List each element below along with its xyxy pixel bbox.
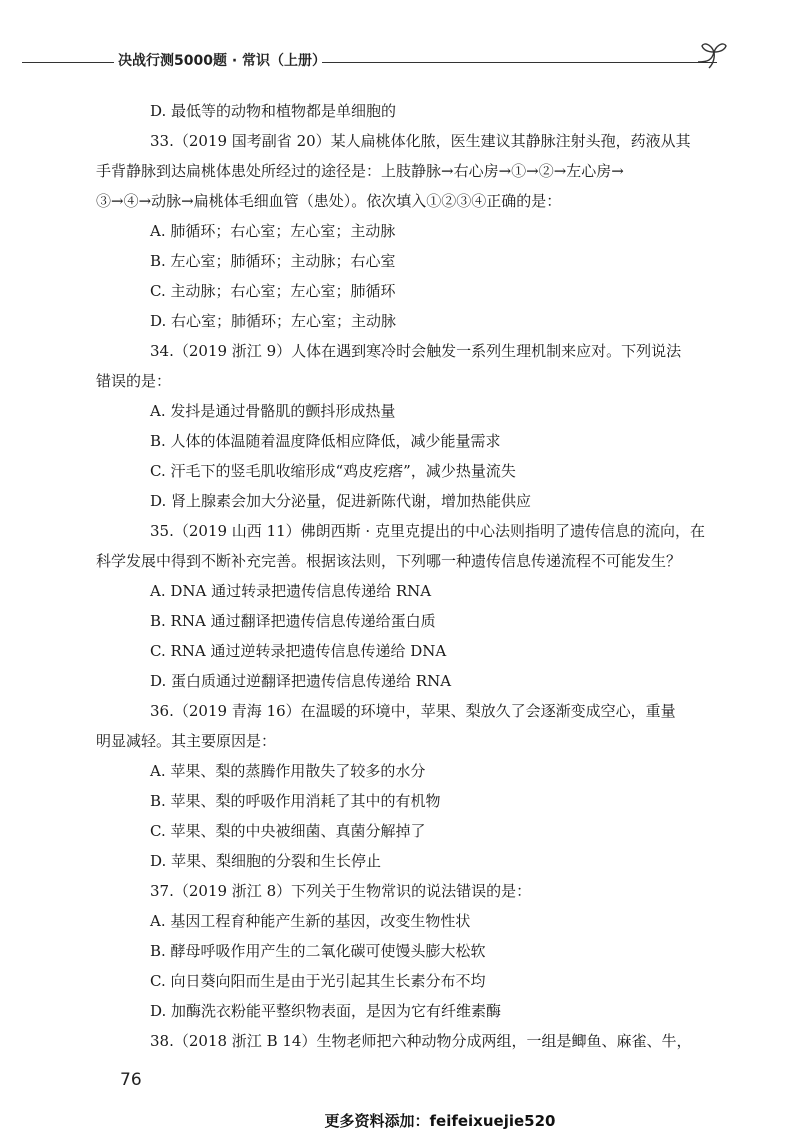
option-item: A. 发抖是通过骨骼肌的颤抖形成热量 bbox=[150, 402, 396, 420]
page-content bbox=[96, 96, 720, 1056]
footer-text: 更多资料添加：feifeixuejie520 bbox=[324, 1112, 556, 1130]
question-block bbox=[96, 516, 720, 696]
sprout-icon bbox=[694, 38, 734, 74]
question-block bbox=[96, 336, 720, 516]
option-item: B. RNA 通过翻译把遗传信息传递给蛋白质 bbox=[150, 612, 436, 630]
option-item: A. 基因工程育种能产生新的基因，改变生物性状 bbox=[150, 912, 471, 930]
question-stem: 34.（2019 浙江 9）人体在遇到寒冷时会触发一系列生理机制来应对。下列说法 bbox=[150, 342, 682, 360]
option-item: C. 汗毛下的竖毛肌收缩形成“鸡皮疙瘩”，减少热量流失 bbox=[150, 462, 516, 480]
option-item: D. 苹果、梨细胞的分裂和生长停止 bbox=[150, 852, 382, 870]
option-item: A. 苹果、梨的蒸腾作用散失了较多的水分 bbox=[150, 762, 426, 780]
option-item: A. DNA 通过转录把遗传信息传递给 RNA bbox=[150, 582, 432, 600]
header-rule-right bbox=[322, 62, 717, 63]
option-item: C. RNA 通过逆转录把遗传信息传递给 DNA bbox=[150, 642, 447, 660]
option-item: D. 右心室；肺循环；左心室；主动脉 bbox=[150, 312, 397, 330]
question-stem-continued: 科学发展中得到不断补充完善。根据该法则，下列哪一种遗传信息传递流程不可能发生？ bbox=[96, 552, 682, 570]
question-stem: 38.（2018 浙江 B 14）生物老师把六种动物分成两组，一组是鲫鱼、麻雀、牛， bbox=[150, 1032, 692, 1050]
page-number: 76 bbox=[120, 1070, 142, 1090]
question-stem-continued: 明显减轻。其主要原因是： bbox=[96, 732, 277, 750]
question-stem-continued: 错误的是： bbox=[96, 372, 172, 390]
option-item: B. 苹果、梨的呼吸作用消耗了其中的有机物 bbox=[150, 792, 441, 810]
question-block bbox=[120, 876, 720, 1026]
question-stem: 35.（2019 山西 11）佛朗西斯 · 克里克提出的中心法则指明了遗传信息的流向，在 bbox=[150, 522, 705, 540]
option-item: D. 加酶洗衣粉能平整织物表面，是因为它有纤维素酶 bbox=[150, 1002, 502, 1020]
question-block bbox=[96, 126, 720, 336]
book-title: 决战行测5000题 · 常识（上册） bbox=[118, 53, 327, 69]
question-block bbox=[96, 696, 720, 876]
option-item: C. 苹果、梨的中央被细菌、真菌分解掉了 bbox=[150, 822, 426, 840]
option-item: A. 肺循环；右心室；左心室；主动脉 bbox=[150, 222, 396, 240]
option-item: C. 向日葵向阳而生是由于光引起其生长素分布不均 bbox=[150, 972, 486, 990]
question-stem: 33.（2019 国考副省 20）某人扁桃体化脓，医生建议其静脉注射头孢，药液从其 bbox=[150, 132, 691, 150]
question-block bbox=[120, 1026, 720, 1056]
running-header bbox=[22, 38, 722, 78]
option-item: B. 左心室；肺循环；主动脉；右心室 bbox=[150, 252, 396, 270]
footer-note bbox=[0, 1110, 800, 1131]
option-item: D. 蛋白质通过逆翻译把遗传信息传递给 RNA bbox=[150, 672, 452, 690]
question-stem-continued: 手背静脉到达扁桃体患处所经过的途径是：上肢静脉→右心房→①→②→左心房→ bbox=[96, 162, 624, 180]
question-stem: 37.（2019 浙江 8）下列关于生物常识的说法错误的是： bbox=[150, 882, 532, 900]
header-rule-left bbox=[22, 62, 114, 63]
question-stem-continued: ③→④→动脉→扁桃体毛细血管（患处）。依次填入①②③④正确的是： bbox=[96, 192, 562, 210]
option-item: C. 主动脉；右心室；左心室；肺循环 bbox=[150, 282, 396, 300]
option-item: D. 最低等的动物和植物都是单细胞的 bbox=[150, 102, 397, 120]
option-item: B. 酵母呼吸作用产生的二氧化碳可使馒头膨大松软 bbox=[150, 942, 486, 960]
option-item: D. 肾上腺素会加大分泌量，促进新陈代谢，增加热能供应 bbox=[150, 492, 532, 510]
option-item: B. 人体的体温随着温度降低相应降低，减少能量需求 bbox=[150, 432, 501, 450]
question-stem: 36.（2019 青海 16）在温暖的环境中，苹果、梨放久了会逐渐变成空心，重量 bbox=[150, 702, 676, 720]
